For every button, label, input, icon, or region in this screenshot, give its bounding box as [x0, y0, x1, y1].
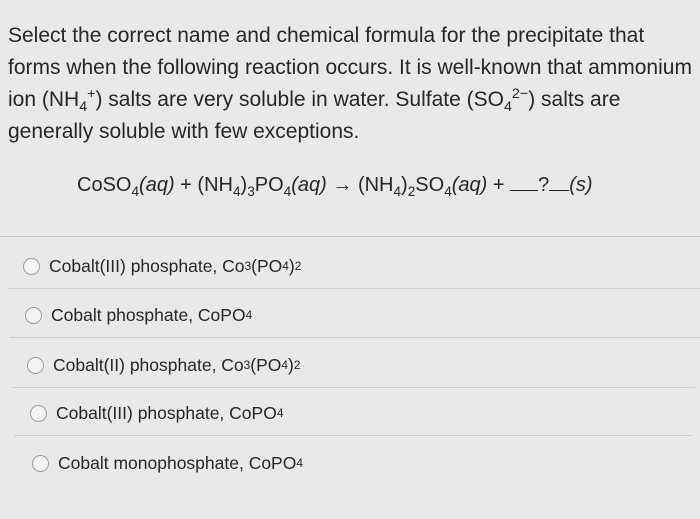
option-label: ) [288, 255, 295, 276]
option-label: Cobalt phosphate, CoPO [51, 304, 246, 325]
reactant-2-subscript: 3 [247, 184, 255, 199]
reactant-2-subscript: 4 [283, 184, 292, 199]
product-1-part: ) [401, 174, 408, 196]
product-1-subscript: 4 [444, 184, 452, 199]
reactant-2-part: (NH [197, 174, 233, 196]
product-1-part: (NH [357, 174, 394, 196]
unknown-product: ? [538, 174, 550, 196]
option-label: (PO [250, 354, 282, 375]
reactant-1-subscript: 4 [131, 184, 140, 199]
answer-blank [549, 172, 569, 191]
option-label: ) [288, 354, 294, 375]
nh4-subscript: 4 [79, 99, 88, 116]
answer-option-2[interactable]: Cobalt phosphate, CoPO 4 [25, 300, 252, 330]
reactant-1: CoSO [77, 174, 132, 196]
option-divider [14, 435, 692, 436]
option-divider [10, 337, 700, 338]
reaction-arrow-icon: → [332, 174, 353, 196]
plus-sign: + [492, 174, 505, 196]
reaction-equation [77, 172, 593, 197]
option-label: (PO [251, 255, 283, 276]
answer-option-4[interactable]: Cobalt(III) phosphate, CoPO 4 [30, 398, 283, 428]
option-label: Cobalt(II) phosphate, Co [53, 354, 244, 375]
option-divider [12, 387, 695, 388]
product-2-state: (s) [569, 174, 593, 196]
so4-subscript: 4 [503, 99, 512, 116]
plus-sign: + [180, 174, 192, 196]
question-text-part-3: ) salts are generally soluble with few exceptions. [8, 88, 621, 143]
radio-button[interactable] [25, 307, 42, 324]
reactant-2-part: ) [240, 174, 248, 196]
answer-option-1[interactable]: Cobalt(III) phosphate, Co 3 (PO 4 ) 2 [23, 251, 301, 281]
radio-button[interactable] [27, 357, 44, 374]
divider [0, 236, 700, 237]
product-1-state: (aq) [451, 174, 488, 196]
reactant-2-part: PO [254, 174, 284, 196]
answer-option-3[interactable]: Cobalt(II) phosphate, Co 3 (PO 4 ) 2 [27, 350, 301, 380]
option-label: Cobalt monophosphate, CoPO [58, 452, 297, 473]
reactant-2-state: (aq) [291, 174, 327, 196]
question-text [8, 20, 692, 148]
radio-button[interactable] [30, 405, 47, 422]
product-1-part: SO [415, 174, 445, 196]
reactant-2-subscript: 4 [232, 184, 241, 199]
option-divider [8, 288, 700, 289]
option-label: Cobalt(III) phosphate, CoPO [56, 402, 277, 423]
answer-blank [510, 172, 538, 191]
product-1-subscript: 2 [407, 184, 416, 199]
nh4-superscript: + [87, 86, 96, 102]
radio-button[interactable] [32, 455, 49, 472]
question-text-part-2: ) salts are very soluble in water. Sulfate (SO [95, 88, 504, 111]
question-text-part-1: Select the correct name and chemical formula for the precipitate that forms when the following reaction occurs. It is well-known that ammonium ion (NH [8, 24, 692, 111]
reactant-1-state: (aq) [139, 174, 175, 196]
option-label: Cobalt(III) phosphate, Co [49, 255, 245, 276]
answer-option-5[interactable]: Cobalt monophosphate, CoPO 4 [32, 448, 303, 478]
radio-button[interactable] [23, 258, 40, 275]
so4-superscript: 2− [511, 86, 529, 102]
product-1-subscript: 4 [393, 184, 402, 199]
